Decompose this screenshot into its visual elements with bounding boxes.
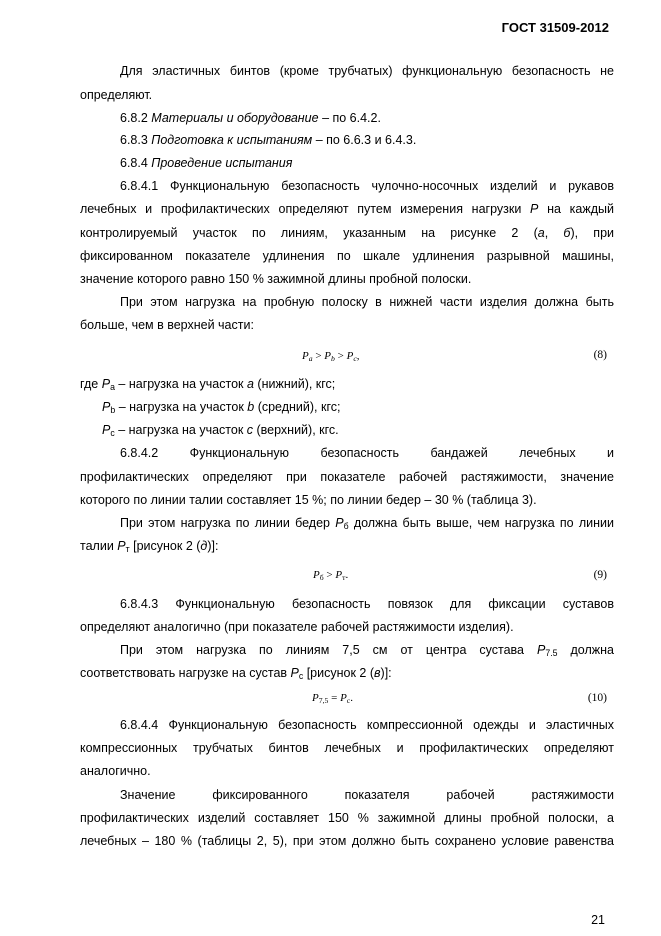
subscript: б	[343, 521, 349, 531]
text-run: ), при	[570, 226, 614, 240]
text-line	[80, 201, 614, 217]
var-P: P	[102, 400, 111, 414]
section-number: 6.8.4	[120, 156, 152, 170]
subscript: c	[346, 696, 351, 705]
text-run: на каждый	[538, 202, 614, 216]
var-P: P	[102, 423, 111, 437]
where-line-b	[102, 399, 614, 415]
text-line	[80, 538, 614, 554]
text-line: определяют.	[80, 88, 153, 102]
section-number: 6.8.3	[120, 133, 152, 147]
var-P: P	[340, 692, 347, 704]
punct: .	[345, 569, 349, 581]
text-line: больше, чем в верхней части:	[80, 318, 254, 332]
punct: ,	[356, 350, 360, 362]
section-ref: – по 6.4.2.	[318, 111, 381, 125]
figure-ref: б	[563, 226, 571, 240]
text-run: (нижний), кгс;	[253, 377, 336, 391]
text-run: (средний), кгс;	[254, 400, 341, 414]
section-6-8-2	[120, 110, 614, 126]
var-P: P	[302, 350, 309, 362]
text-line: лечебных – 180 % (таблицы 2, 5), при этом должно быть сохранено условие равенства	[80, 834, 614, 848]
segment-ref: b	[247, 400, 255, 414]
var-P: P	[536, 643, 546, 657]
text-run: где	[80, 377, 102, 391]
subscript: b	[331, 354, 335, 363]
text-run: соответствовать нагрузке на сустав	[80, 666, 291, 680]
subscript: b	[110, 405, 116, 415]
var-P: P	[117, 539, 126, 553]
text-run: талии	[80, 539, 118, 553]
text-line	[80, 665, 614, 681]
var-P: P	[101, 377, 111, 391]
text-run: – нагрузка на участок	[115, 400, 248, 414]
text-run: должна быть выше, чем нагрузка по линии	[348, 516, 615, 530]
subscript: a	[308, 354, 313, 363]
text-run: (верхний), кгс.	[253, 423, 339, 437]
where-line-c	[102, 422, 614, 438]
text-line: профилактических определяют при показателе рабочей растяжимости, значение	[80, 470, 614, 484]
var-P: P	[313, 569, 320, 581]
subscript: т	[342, 573, 346, 582]
var-P: P	[290, 666, 299, 680]
section-title: Материалы и оборудование	[151, 111, 319, 125]
subscript: c	[110, 428, 115, 438]
operator: >	[312, 350, 325, 362]
text-line: фиксированном показателе удлинения по шкале удлинения разрывной машины,	[80, 249, 614, 263]
formula-number: (9)	[593, 569, 607, 581]
text-line: значение которого равно 150 % зажимной длины пробной полоски.	[80, 272, 472, 286]
document-header: ГОСТ 31509-2012	[501, 20, 609, 35]
operator: >	[334, 350, 347, 362]
segment-ref: a	[246, 377, 254, 391]
text-run: ,	[544, 226, 564, 240]
figure-ref: д	[200, 539, 208, 553]
var-P: P	[346, 350, 354, 362]
section-6-8-4	[120, 155, 614, 171]
text-run: контролируемый участок по линиям, указанным на рисунке 2 (	[80, 226, 538, 240]
text-line	[80, 225, 614, 241]
text-run: [рисунок 2 (	[303, 666, 374, 680]
var-P: P	[324, 350, 332, 362]
text-run: [рисунок 2 (	[129, 539, 201, 553]
formula-number: (10)	[587, 692, 607, 704]
formula-8	[302, 348, 360, 364]
text-line: 6.8.4.3 Функциональную безопасность повязок для фиксации суставов	[120, 597, 614, 611]
text-line: которого по линии талии составляет 15 %; по линии бедер – 30 % (таблица 3).	[80, 493, 537, 507]
subscript: б	[319, 573, 324, 582]
section-title: Проведение испытания	[151, 156, 293, 170]
section-title: Подготовка к испытаниям	[151, 133, 313, 147]
text-line: Значение фиксированного показателя рабочей растяжимости	[120, 788, 614, 802]
text-run: При этом нагрузка по линиям 7,5 см от центра сустава	[120, 643, 537, 657]
subscript: 7,5	[318, 696, 329, 705]
section-ref: – по 6.6.3 и 6.4.3.	[312, 133, 417, 147]
var-P: P	[335, 516, 344, 530]
subscript: a	[110, 382, 115, 392]
var-P: P	[530, 202, 539, 216]
text-line: 6.8.4.2 Функциональную безопасность бандажей лечебных и	[120, 446, 614, 460]
subscript: т	[125, 544, 130, 554]
text-line: 6.8.4.1 Функциональную безопасность чулочно-носочных изделий и рукавов	[120, 179, 614, 193]
subscript: 7.5	[545, 648, 558, 658]
section-6-8-3	[120, 132, 614, 148]
text-run: При этом нагрузка по линии бедер	[120, 516, 336, 530]
text-line: компрессионных трубчатых бинтов лечебных и профилактических определяют	[80, 741, 614, 755]
figure-ref: а	[537, 226, 545, 240]
formula-10	[312, 690, 353, 706]
subscript: c	[298, 671, 304, 681]
var-P: P	[335, 569, 343, 581]
text-line: Для эластичных бинтов (кроме трубчатых) функциональную безопасность не	[120, 64, 614, 78]
text-line: профилактических изделий составляет 150 % зажимной длины пробной полоски, а	[80, 811, 614, 825]
subscript: c	[353, 354, 357, 363]
section-number: 6.8.2	[120, 111, 152, 125]
where-line-a	[80, 376, 614, 392]
var-P: P	[312, 692, 319, 704]
formula-9	[313, 567, 348, 583]
operator: >	[323, 569, 336, 581]
punct: .	[350, 692, 353, 704]
segment-ref: c	[246, 423, 254, 437]
text-line	[120, 515, 614, 531]
text-run: должна	[557, 643, 614, 657]
text-line: определяют аналогично (при показателе рабочей растяжимости изделия).	[80, 620, 514, 634]
text-run: лечебных и профилактических определяют путем измерения нагрузки	[80, 202, 531, 216]
text-run: – нагрузка на участок	[114, 423, 247, 437]
formula-number: (8)	[593, 349, 607, 361]
text-line: 6.8.4.4 Функциональную безопасность компрессионной одежды и эластичных	[120, 718, 614, 732]
page-number: 21	[591, 913, 605, 927]
figure-ref: в	[374, 666, 381, 680]
text-line: аналогично.	[80, 764, 151, 778]
text-run: )]:	[380, 666, 392, 680]
text-run: )]:	[207, 539, 219, 553]
text-line	[120, 642, 614, 658]
text-run: – нагрузка на участок	[114, 377, 247, 391]
text-line: При этом нагрузка на пробную полоску в нижней части изделия должна быть	[120, 295, 614, 309]
operator: =	[328, 692, 341, 704]
